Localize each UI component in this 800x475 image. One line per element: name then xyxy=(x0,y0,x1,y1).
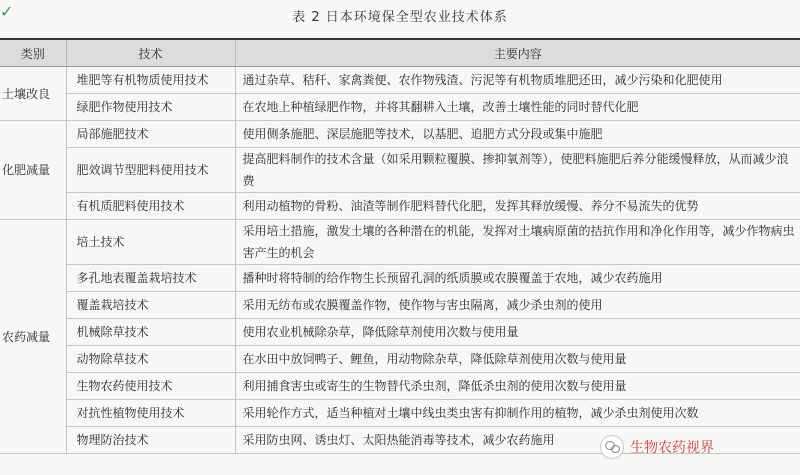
content-cell: 通过杂草、秸秆、家禽粪便、农作物残渣、污泥等有机物质堆肥还田，减少污染和化肥使用 xyxy=(235,67,800,94)
technology-cell: 多孔地表覆盖栽培技术 xyxy=(66,265,235,292)
category-cell: 化肥减量 xyxy=(0,121,66,220)
technology-cell: 局部施肥技术 xyxy=(66,121,235,148)
technology-cell: 机械除草技术 xyxy=(66,319,235,346)
content-cell: 利用捕食害虫或寄生的生物替代杀虫剂，降低杀虫剂的使用次数与使用量 xyxy=(235,373,800,400)
watermark-text: 生物农药视界 xyxy=(630,440,714,456)
technology-cell: 肥效调节型肥料使用技术 xyxy=(66,148,235,193)
table-row xyxy=(0,265,800,292)
table-row xyxy=(0,193,800,220)
table-row xyxy=(0,94,800,121)
header-category: 类别 xyxy=(0,39,66,67)
table-row xyxy=(0,373,800,400)
content-cell: 采用无纺布或农膜覆盖作物，使作物与害虫隔离，减少杀虫剂的使用 xyxy=(235,292,800,319)
content-cell: 采用培土措施，激发土壤的各种潜在的机能，发挥对土壤病原菌的拮抗作用和净化作用等，减少作物病虫害产生的机会 xyxy=(235,220,800,265)
wechat-logo-icon xyxy=(600,435,624,459)
technology-cell: 有机质肥料使用技术 xyxy=(66,193,235,220)
table-row xyxy=(0,400,800,427)
content-cell: 提高肥料制作的技术含量（如采用颗粒覆膜、掺抑氧剂等），使肥料施肥后养分能缓慢释放，从而减少浪费 xyxy=(235,148,800,193)
technology-cell: 堆肥等有机物质使用技术 xyxy=(66,67,235,94)
content-cell: 在农地上种植绿肥作物，并将其翻耕入土壤，改善土壤性能的同时替代化肥 xyxy=(235,94,800,121)
content-cell: 采用轮作方式，适当种植对土壤中线虫类虫害有抑制作用的植物，减少杀虫剂使用次数 xyxy=(235,400,800,427)
technology-cell: 培土技术 xyxy=(66,220,235,265)
table-header-row xyxy=(0,39,800,67)
technology-cell: 物理防治技术 xyxy=(66,427,235,454)
content-cell: 采用防虫网、诱虫灯、太阳热能消毒等技术，减少农药施用 xyxy=(235,427,800,454)
header-technology: 技术 xyxy=(66,39,235,67)
technology-cell: 生物农药使用技术 xyxy=(66,373,235,400)
content-cell: 使用农业机械除杂草，降低除草剂使用次数与使用量 xyxy=(235,319,800,346)
table-row xyxy=(0,121,800,148)
technology-cell: 对抗性植物使用技术 xyxy=(66,400,235,427)
technology-cell: 覆盖栽培技术 xyxy=(66,292,235,319)
technology-cell: 绿肥作物使用技术 xyxy=(66,94,235,121)
tech-system-table xyxy=(0,38,800,454)
wechat-watermark xyxy=(600,433,772,461)
table-row xyxy=(0,346,800,373)
table-row xyxy=(0,220,800,265)
content-cell: 在水田中放饲鸭子、鲤鱼，用动物除杂草，降低除草剂使用次数与使用量 xyxy=(235,346,800,373)
content-cell: 利用动植物的骨粉、油渣等制作肥料替代化肥，发挥其释放缓慢、养分不易流失的优势 xyxy=(235,193,800,220)
table-caption: 表 2 日本环境保全型农业技术体系 xyxy=(292,10,508,25)
content-cell: 播种时将特制的给作物生长预留孔洞的纸质膜或农膜覆盖于农地，减少农药施用 xyxy=(235,265,800,292)
table-row xyxy=(0,148,800,193)
technology-cell: 动物除草技术 xyxy=(66,346,235,373)
header-content: 主要内容 xyxy=(235,39,800,67)
category-cell: 农药减量 xyxy=(0,220,66,454)
table-row xyxy=(0,292,800,319)
table-row xyxy=(0,319,800,346)
category-cell: 土壤改良 xyxy=(0,67,66,121)
corner-check-icon: ✓ xyxy=(0,2,14,21)
content-cell: 使用侧条施肥、深层施肥等技术，以基肥、追肥方式分段或集中施肥 xyxy=(235,121,800,148)
table-row xyxy=(0,67,800,94)
